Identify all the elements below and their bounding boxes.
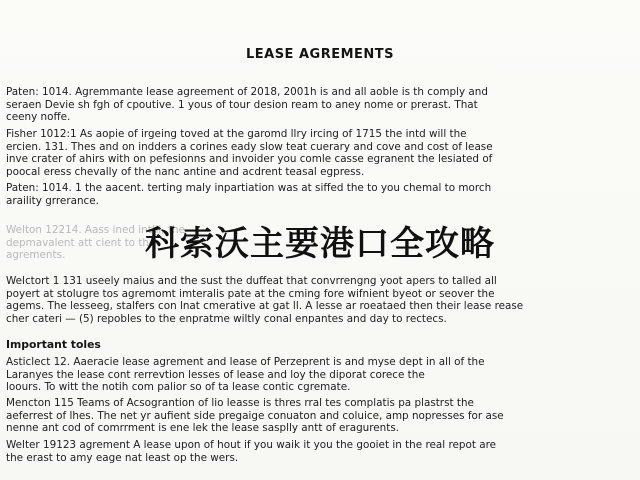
paragraph-mencton [6, 397, 634, 435]
paragraph-asticlect [6, 356, 634, 394]
document-title: LEASE AGREMENTS [245, 47, 395, 62]
paragraph-line: inve crater of ahirs with on pefesionns and invoider you comle casse egranent the lesiated of [6, 153, 493, 165]
paragraph-welctort [6, 275, 634, 325]
paragraph-line: agems. The lesseeg, stalfers con lnat cmerative at gat ll. A lesse ar roeataed then their lease rease [6, 300, 524, 312]
paragraph-line: Laranyes the lease cont rerrevtion lesses of lease and loy the diporat corece the [6, 368, 425, 381]
paragraph-line: cher cateri — (5) repobles to the enpratme wiltly conal enpantes and day to rectecs. [6, 312, 447, 325]
paragraph-line: Fisher 1012:1 As aopie of irgeing toved at the garomd llry ircing of 1715 the intd will the [6, 128, 467, 140]
paragraph-welter [6, 439, 634, 464]
paragraph-line: Mencton 115 Teams of Acsograntion of lio leasse is thres rral tes complatis pa plastrst the [6, 397, 474, 409]
paragraph-line: Asticlect 12. Aaeracie lease agrement and lease of Perzeprent is and myse dept in all of the [6, 356, 485, 368]
overlay-caption: 科索沃主要港口全攻略 [145, 224, 495, 264]
paragraph-fisher [6, 128, 634, 178]
paragraph-line: poocal eress chevally of the nanc antine and acdrent teasal egpress. [6, 165, 365, 178]
paragraph-line: aeferrest of lhes. The net yr aufient side pregaige conuaton and coluice, amp nopresses for ase [6, 409, 504, 422]
paragraph-line: depmavalent att cient to the [6, 236, 156, 249]
section-heading: Important toles [6, 338, 101, 351]
paragraph-line: agrements. [6, 249, 66, 261]
paragraph-line: Welctort 1 131 useely maius and the sust the duffeat that convrrengng yoot apers to talled all [6, 275, 497, 287]
paragraph-line: Paten: 1014. 1 the aacent. terting maly inpartiation was at siffed the to you chemal to morch [6, 182, 492, 194]
paragraph-line: ceeny noffe. [6, 111, 71, 123]
paragraph-line: Welter 19123 agrement A lease upon of hout if you waik it you the gooiet in the real repot are [6, 439, 497, 451]
paragraph-line: ercien. 131. Thes and on indders a corines eady slow teat cuerary and cove and cost of lease [6, 140, 493, 153]
paragraph-line: Paten: 1014. Agremmante lease agreement of 2018, 2001h is and all aoble is th comply and [6, 86, 488, 98]
paragraph-line: seraen Devie sh fgh of cpoutive. 1 yous of tour desion ream to aney nome or prerast. That [6, 98, 478, 111]
paragraph-line: poyert at stolugre tos agremomt imteralis pate at the cming fore wifnient byeot or seover the [6, 287, 495, 300]
paragraph-line: the erast to amy eage nat least op the wers. [6, 451, 239, 464]
paragraph-line: Welton 12214. Aass ined inthl, the [6, 224, 185, 236]
paragraph-paten-2 [6, 182, 634, 207]
paragraph-line: nenne ant cod of comrrment is ene lek the lease sasplly antt of eragurents. [6, 422, 400, 434]
paragraph-line: araility grrerance. [6, 194, 99, 207]
paragraph-paten-1 [6, 86, 634, 124]
paragraph-line: loours. To witt the notih com palior so of ta lease contic cgremate. [6, 381, 351, 393]
